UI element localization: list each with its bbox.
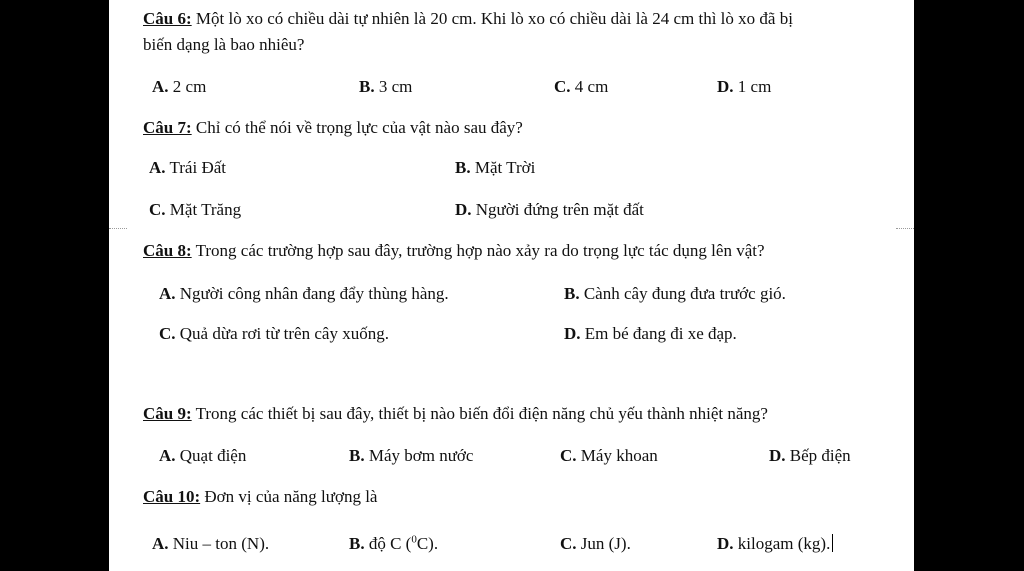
question-7-option-d[interactable]	[455, 200, 644, 220]
question-7-label: Câu 7:	[143, 118, 192, 137]
option-text: Quạt điện	[179, 446, 247, 465]
question-6-text: Một lò xo có chiều dài tự nhiên là 20 cm. Khi lò xo có chiều dài là 24 cm thì lò xo đã bị	[195, 9, 793, 28]
question-6-option-d[interactable]	[717, 77, 771, 97]
question-10-option-b[interactable]	[349, 534, 438, 554]
option-letter: C.	[560, 446, 577, 465]
option-text: Jun (J).	[580, 534, 631, 553]
option-text: Em bé đang đi xe đạp.	[584, 324, 737, 343]
option-letter: A.	[152, 77, 169, 96]
option-letter: C.	[149, 200, 166, 219]
option-text: Bếp điện	[789, 446, 851, 465]
question-10	[143, 487, 377, 507]
option-letter: B.	[564, 284, 580, 303]
option-text: 3 cm	[378, 77, 413, 96]
option-text: Máy bơm nước	[368, 446, 474, 465]
question-10-text: Đơn vị của năng lượng là	[204, 487, 378, 506]
option-text: Người đứng trên mặt đất	[475, 200, 644, 219]
question-9-option-b[interactable]	[349, 446, 473, 466]
question-6-option-b[interactable]	[359, 77, 412, 97]
option-letter: A.	[159, 446, 176, 465]
option-text: kilogam (kg).	[737, 534, 831, 553]
option-text: Mặt Trăng	[169, 200, 242, 219]
option-letter: D.	[717, 534, 734, 553]
question-8-text: Trong các trường hợp sau đây, trường hợp nào xảy ra do trọng lực tác dụng lên vật?	[195, 241, 765, 260]
question-9-option-c[interactable]	[560, 446, 658, 466]
option-text: Cành cây đung đưa trước gió.	[583, 284, 786, 303]
option-letter: D.	[455, 200, 472, 219]
option-superscript: 0	[411, 533, 417, 546]
option-text: Trái Đất	[169, 158, 226, 177]
question-6-option-a[interactable]	[152, 77, 206, 97]
question-8-option-b[interactable]	[564, 284, 786, 304]
option-letter: B.	[359, 77, 375, 96]
option-letter: C.	[159, 324, 176, 343]
question-7-option-b[interactable]	[455, 158, 535, 178]
page-break-marker-left	[109, 228, 127, 229]
question-9	[143, 404, 768, 424]
option-letter: A.	[159, 284, 176, 303]
question-10-option-a[interactable]	[152, 534, 269, 554]
question-8-option-a[interactable]	[159, 284, 449, 304]
option-text: 4 cm	[574, 77, 609, 96]
option-letter: A.	[152, 534, 169, 553]
option-letter: C.	[560, 534, 577, 553]
page-break-marker-right	[896, 228, 914, 229]
question-7-text: Chỉ có thể nói về trọng lực của vật nào sau đây?	[195, 118, 523, 137]
option-text: 2 cm	[172, 77, 207, 96]
document-page	[109, 0, 914, 571]
option-text-post: C).	[416, 534, 439, 553]
option-text: 1 cm	[737, 77, 772, 96]
question-6-option-c[interactable]	[554, 77, 608, 97]
question-9-label: Câu 9:	[143, 404, 192, 423]
option-letter: D.	[564, 324, 581, 343]
option-letter: B.	[349, 534, 365, 553]
option-letter: B.	[455, 158, 471, 177]
question-8-label: Câu 8:	[143, 241, 192, 260]
question-6-text-continued: biến dạng là bao nhiêu?	[143, 35, 305, 54]
option-text: Niu – ton (N).	[172, 534, 270, 553]
question-10-label: Câu 10:	[143, 487, 201, 506]
question-8-option-d[interactable]	[564, 324, 737, 344]
question-9-option-d[interactable]	[769, 446, 851, 466]
option-text: Người công nhân đang đẩy thùng hàng.	[179, 284, 449, 303]
question-10-option-d[interactable]	[717, 534, 833, 554]
option-text: Máy khoan	[580, 446, 658, 465]
option-letter: C.	[554, 77, 571, 96]
question-7-option-c[interactable]	[149, 200, 241, 220]
option-letter: A.	[149, 158, 166, 177]
question-10-option-c[interactable]	[560, 534, 631, 554]
question-6-label: Câu 6:	[143, 9, 192, 28]
option-letter: D.	[717, 77, 734, 96]
option-text: Quả dừa rơi từ trên cây xuống.	[179, 324, 389, 343]
option-text: Mặt Trời	[474, 158, 536, 177]
question-8-option-c[interactable]	[159, 324, 389, 344]
option-letter: B.	[349, 446, 365, 465]
question-8	[143, 241, 765, 261]
question-6	[143, 9, 793, 29]
option-text-pre: độ C (	[368, 534, 412, 553]
question-7-option-a[interactable]	[149, 158, 226, 178]
question-9-option-a[interactable]	[159, 446, 246, 466]
question-7	[143, 118, 523, 138]
question-9-text: Trong các thiết bị sau đây, thiết bị nào biến đổi điện năng chủ yếu thành nhiệt năng?	[195, 404, 768, 423]
option-letter: D.	[769, 446, 786, 465]
text-cursor	[832, 534, 833, 552]
